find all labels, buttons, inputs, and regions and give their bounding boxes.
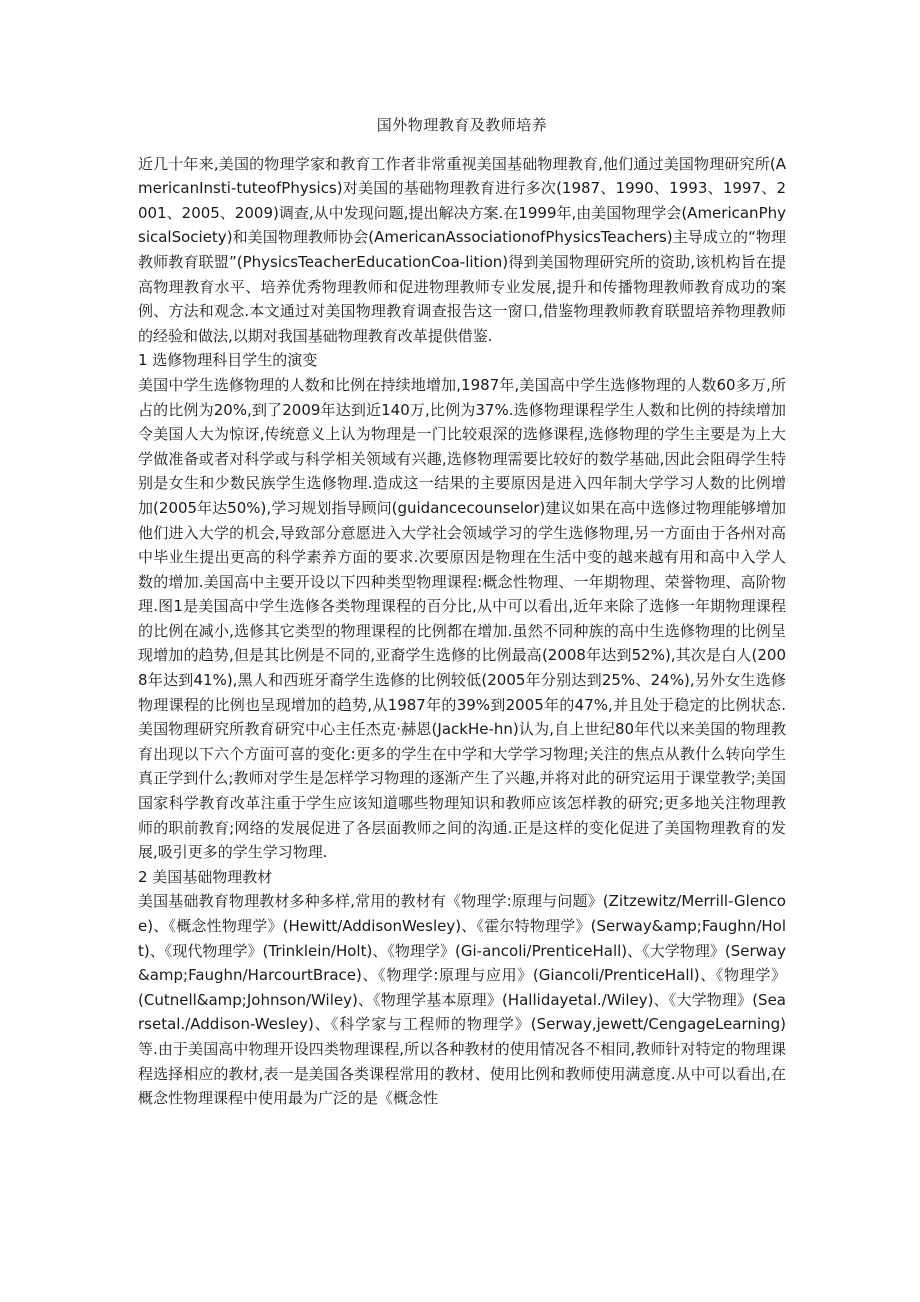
section-1-heading: 1 选修物理科目学生的演变 <box>138 351 318 370</box>
section-2-heading: 2 美国基础物理教材 <box>138 867 273 886</box>
document-page <box>138 113 786 1111</box>
section-1-body: 美国中学生选修物理的人数和比例在持续地增加,1987年,美国高中学生选修物理的人数60多万,所占的比例为20%,到了2009年达到近140万,比例为37%.选修物理课程学生人数和比例的持续增加令美国人大为惊讶,传统意义上认为物理是一门比较艰深的选修课程,选修物理的学生主要是为上大学做准备或者对科学或与科学相关领域有兴趣,选修物理需要比较好的数学基础,因此会阻碍学生特别是女生和少数民族学生选修物理.造成这一结果的主要原因是进入四年制大学学习人数的比例增加(2005年达50%),学习规划指导顾问(guidancecounselor)建议如果在高中选修过物理能够增加他们进入大学的机会,导致部分意愿进入大学社会领域学习的学生选修物理,另一方面由于各州对高中毕业生提出更高的科学素养方面的要求.次要原因是物理在生活中变的越来越有用和高中入学人数的增加.美国高中主要开设以下四种类型物理课程:概念性物理、一年期物理、荣誉物理、高阶物理.图1是美国高中学生选修各类物理课程的百分比,从中可以看出,近年来除了选修一年期物理课程的比例在减小,选修其它类型的物理课程的比例都在增加.虽然不同种族的高中生选修物理的比例呈现增加的趋势,但是其比例是不同的,亚裔学生选修的比例最高(2008年达到52%),其次是白人(2008年达到41%),黑人和西班牙裔学生选修的比例较低(2005年分别达到25%、24%),另外女生选修物理课程的比例也呈现增加的趋势,从1987年的39%到2005年的47%,并且处于稳定的比例状态.美国物理研究所教育研究中心主任杰克·赫恩(JackHe-hn)认为,自上世纪80年代以来美国的物理教育出现以下六个方面可喜的变化:更多的学生在中学和大学学习物理;关注的焦点从教什么转向学生真正学到什么;教师对学生是怎样学习物理的逐渐产生了兴趣,并将对此的研究运用于课堂教学;美国国家科学教育改革注重于学生应该知道哪些物理知识和教师应该怎样教的研究;更多地关注物理教师的职前教育;网络的发展促进了各层面教师之间的沟通.正是这样的变化促进了美国物理教育的发展,吸引更多的学生学习物理. <box>138 375 786 862</box>
section-2-body: 美国基础教育物理教材多种多样,常用的教材有《物理学:原理与问题》(Zitzewitz/Merrill-Glencoe)、《概念性物理学》(Hewitt/AddisonWesley)、《霍尔特物理学》(Serway&amp;Faughn/Holt)、《现代物理学》(Trinklein/Holt)、《物理学》(Gi-ancoli/PrenticeHall)、《大学物理》(Serway&amp;Faughn/HarcourtBrace)、《物理学:原理与应用》(Giancoli/PrenticeHall)、《物理学》(Cutnell&amp;Johnson/Wiley)、《物理学基本原理》(Hallidayetal./Wiley)、《大学物理》(Searsetal./Addison-Wesley)、《科学家与工程师的物理学》(Serway,jewett/CengageLearning)等.由于美国高中物理开设四类物理课程,所以各种教材的使用情况各不相同,教师针对特定的物理课程选择相应的教材,表一是美国各类课程常用的教材、使用比例和教师使用满意度.从中可以看出,在概念性物理课程中使用最为广泛的是《概念性 <box>138 892 786 1108</box>
document-title: 国外物理教育及教师培养 <box>376 116 548 134</box>
intro-paragraph: 近几十年来,美国的物理学家和教育工作者非常重视美国基础物理教育,他们通过美国物理研究所(AmericanInsti-tuteofPhysics)对美国的基础物理教育进行多次(1987、1990、1993、1997、2001、2005、2009)调查,从中发现问题,提出解决方案.在1999年,由美国物理学会(AmericanPhysicalSociety)和美国物理教师协会(AmericanAssociationofPhysicsTeachers)主导成立的“物理教师教育联盟”(PhysicsTeacherEducationCoa-lition)得到美国物理研究所的资助,该机构旨在提高物理教育水平、培养优秀物理教师和促进物理教师专业发展,提升和传播物理教师教育成功的案例、方法和观念.本文通过对美国物理教育调查报告这一窗口,借鉴物理教师教育联盟培养物理教师的经验和做法,以期对我国基础物理教育改革提供借鉴. <box>138 154 786 345</box>
